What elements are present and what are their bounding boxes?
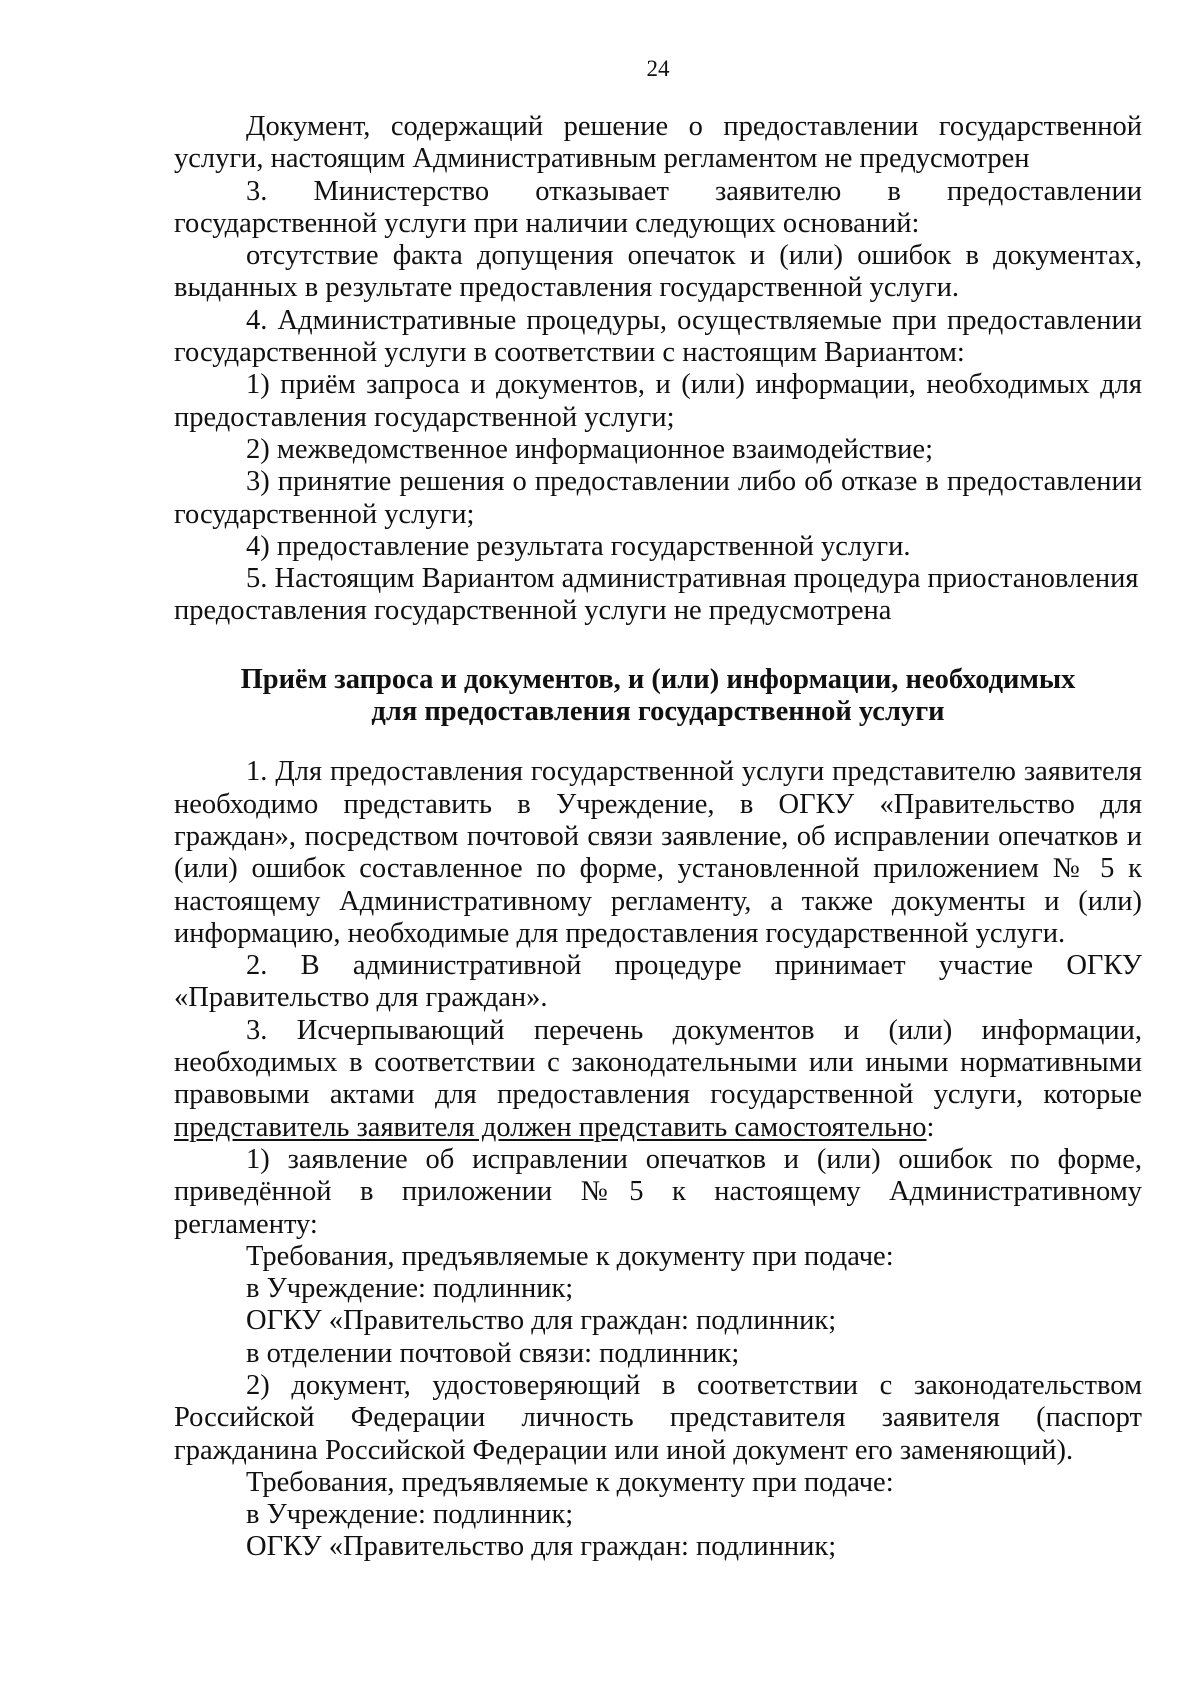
section-heading <box>174 664 1142 729</box>
paragraph: 1) приём запроса и документов, и (или) информации, необходимых для предоставления государственной услуги; <box>174 369 1142 433</box>
document-page <box>174 55 1142 1564</box>
paragraph: 5. Настоящим Вариантом административная процедура приостановления предоставления государственной услуги не предусмотрена <box>174 563 1139 627</box>
paragraph: в Учреждение: подлинник; <box>246 1273 574 1305</box>
paragraph: 4) предоставление результата государственной услуги. <box>246 530 911 562</box>
paragraph: Документ, содержащий решение о предоставлении государственной услуги, настоящим Административным регламентом не предусмотрен <box>174 111 1142 175</box>
section-heading-line: для предоставления государственной услуги <box>371 696 945 728</box>
paragraph: 1. Для предоставления государственной услуги представителю заявителя необходимо представить в Учреждение, в ОГКУ «Правительство для граждан», посредством почтовой связи заявление, об исправлении опечатков и (или) ошибок составленное по форме, установленной приложением № 5 к настоящему Административному регламенту, а также документы и (или) информацию, необходимые для предоставления государственной услуги. <box>174 756 1142 949</box>
paragraph: ОГКУ «Правительство для граждан: подлинник; <box>246 1305 837 1337</box>
paragraph: 3. Министерство отказывает заявителю в предоставлении государственной услуги при наличии следующих оснований: <box>174 175 1142 239</box>
paragraph: в отделении почтовой связи: подлинник; <box>246 1337 740 1369</box>
paragraph: 2) документ, удостоверяющий в соответствии с законодательством Российской Федерации личность представителя заявителя (паспорт гражданина Российской Федерации или иной документ его заменяющий). <box>174 1369 1142 1466</box>
paragraph: 3) принятие решения о предоставлении либо об отказе в предоставлении государственной услуги; <box>174 466 1142 530</box>
paragraph: Требования, предъявляемые к документу при подаче: <box>246 1466 894 1498</box>
paragraph: 1) заявление об исправлении опечатков и (или) ошибок по форме, приведённой в приложении №5 к настоящему Административному регламенту: <box>174 1143 1142 1240</box>
page-number: 24 <box>646 56 670 81</box>
paragraph: ОГКУ «Правительство для граждан: подлинник; <box>246 1531 837 1563</box>
section-heading-line: Приём запроса и документов, и (или) информации, необходимых <box>240 663 1076 695</box>
paragraph: Требования, предъявляемые к документу при подаче: <box>246 1240 894 1272</box>
paragraph: 4. Административные процедуры, осуществляемые при предоставлении государственной услуги в соответствии с настоящим Вариантом: <box>174 304 1142 369</box>
paragraph <box>174 1015 1142 1144</box>
paragraph-text: : <box>926 1111 935 1143</box>
paragraph: в Учреждение: подлинник; <box>246 1499 574 1531</box>
paragraph: отсутствие факта допущения опечаток и (или) ошибок в документах, выданных в результате предоставления государственной услуги. <box>174 240 1142 304</box>
paragraph: 2. В административной процедуре принимает участие ОГКУ «Правительство для граждан». <box>174 950 1142 1014</box>
paragraph-text: 3. Исчерпывающий перечень документов и (или) информации, необходимых в соответствии с законодательными или иными нормативными правовыми актами для предоставления государственной услуги, которые <box>174 1014 1142 1111</box>
paragraph: 2) межведомственное информационное взаимодействие; <box>246 433 933 465</box>
underlined-text: представитель заявителя должен представить самостоятельно <box>174 1111 927 1143</box>
